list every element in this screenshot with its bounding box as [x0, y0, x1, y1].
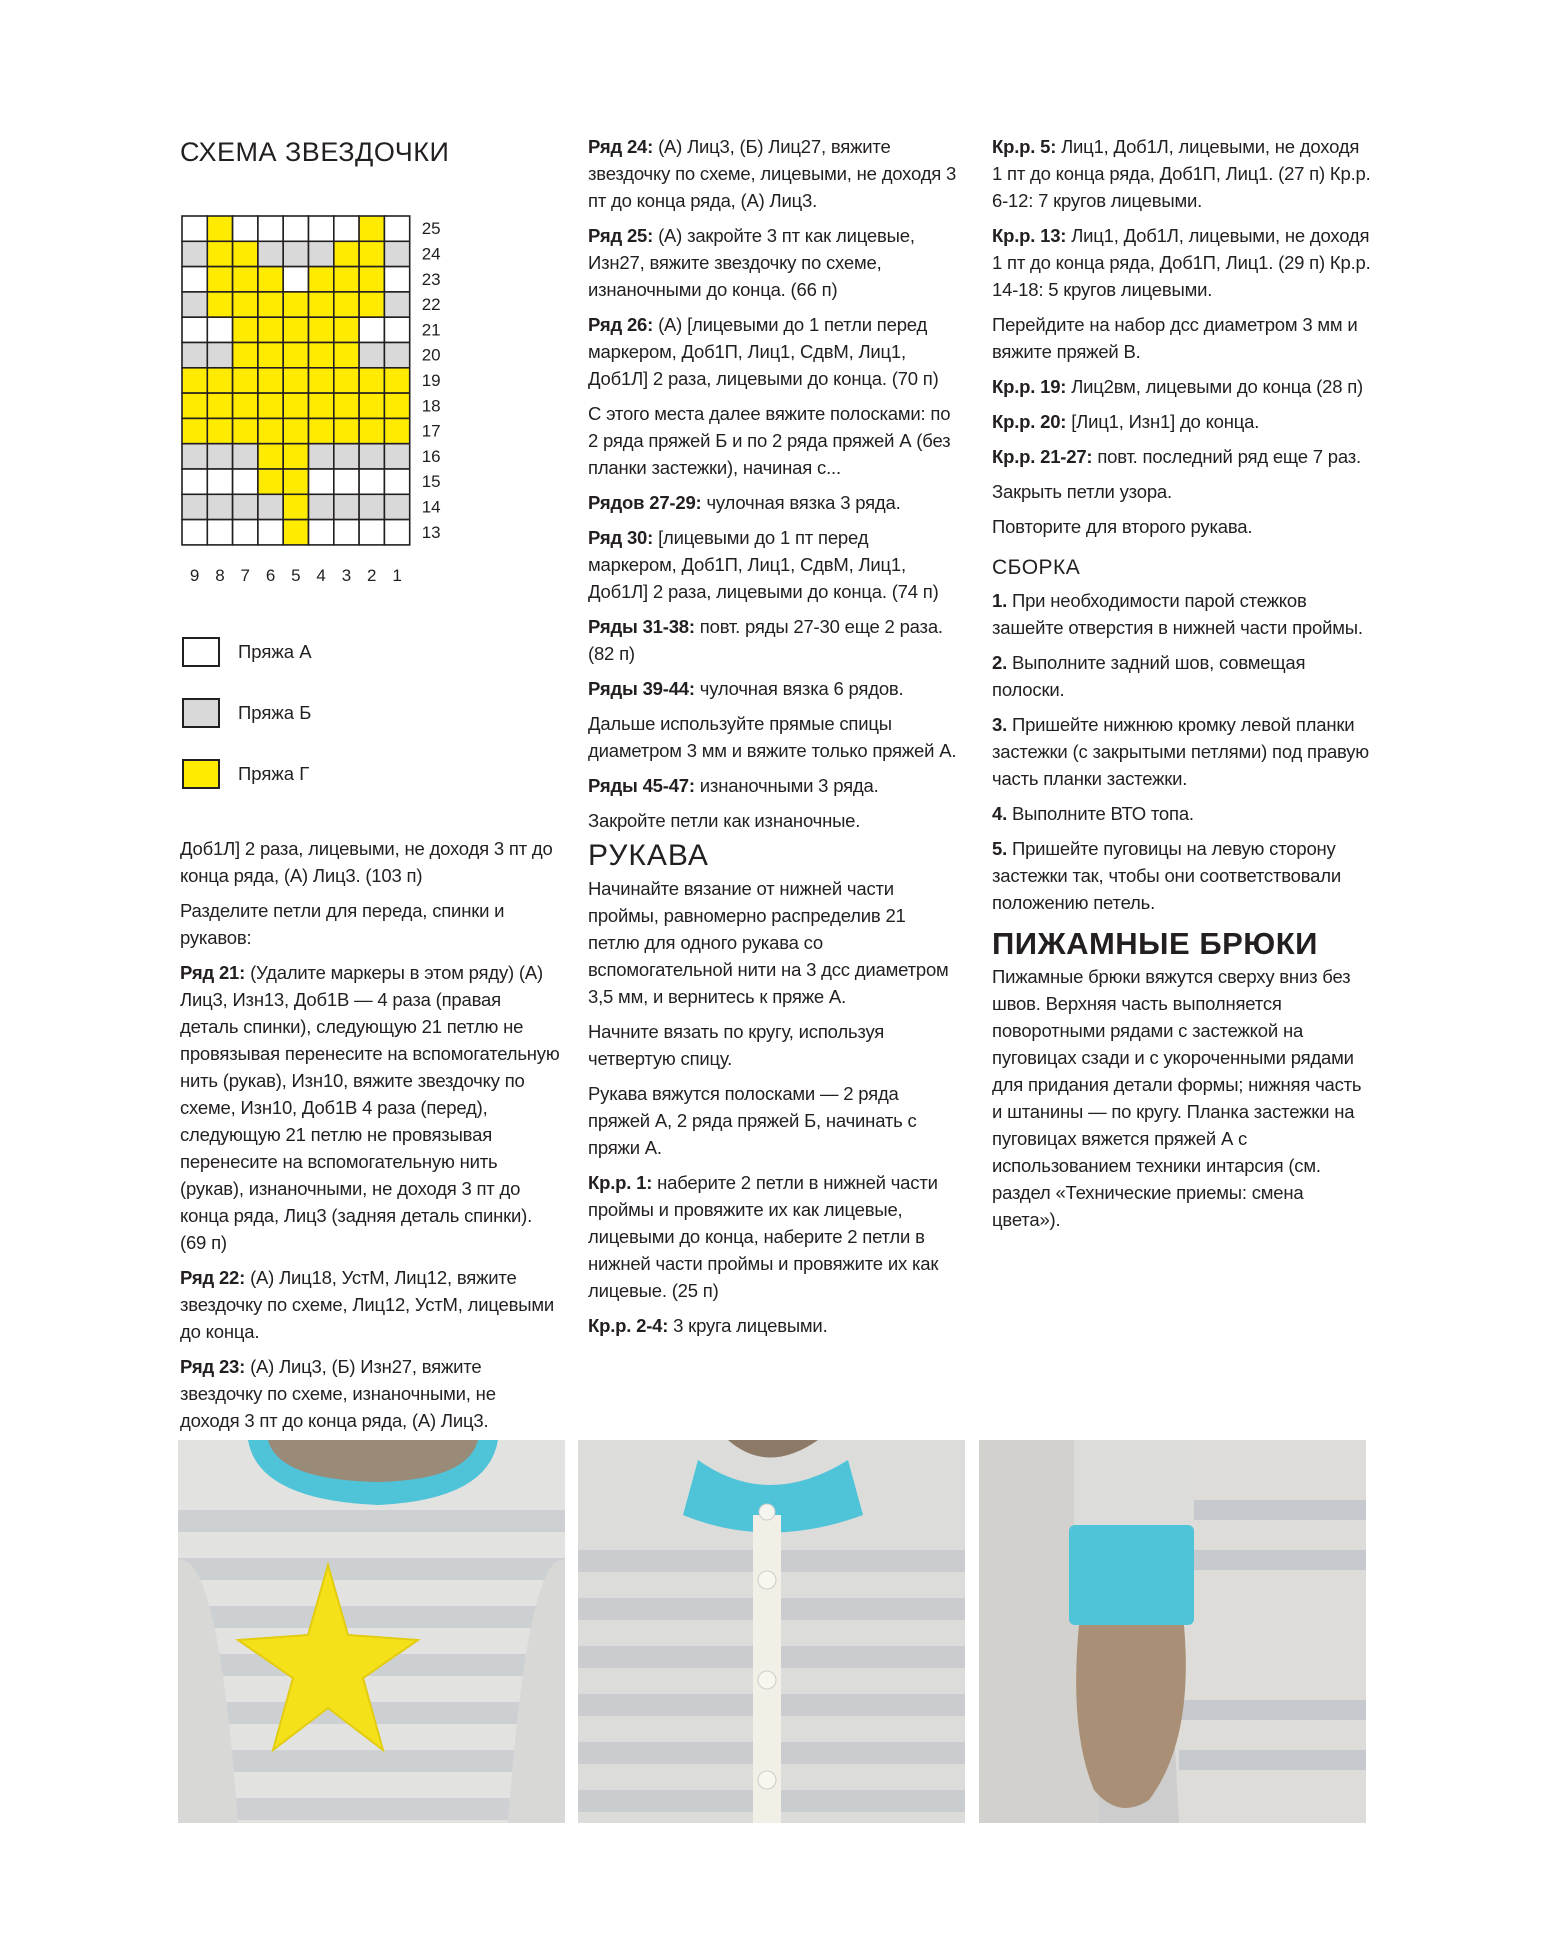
- paragraph-text: 3 круга лицевыми.: [668, 1315, 828, 1336]
- chart-cell: [233, 469, 258, 494]
- paragraph-text: повт. последний ряд еще 7 раз.: [1092, 446, 1361, 467]
- paragraph-text: Пришейте нижнюю кромку левой планки застежки (с закрытыми петлями) под правую часть планки застежки.: [992, 714, 1369, 789]
- paragraph-text: Пижамные брюки вяжутся сверху вниз без швов. Верхняя часть выполняется поворотными рядами с застежкой на пуговицах сзади и с укороченными рядами для придания детали формы; нижняя часть и штанины — по кругу. Планка застежки на пуговицах вяжется пряжей А с использованием техники интарсия (см. раздел «Технические приемы: смена цвета»).: [992, 966, 1362, 1230]
- chart-cell: [207, 241, 232, 266]
- paragraph-lead: Рядов 27-29:: [588, 492, 702, 513]
- chart-cell: [384, 267, 409, 292]
- chart-cell: [334, 267, 359, 292]
- chart-cell: [359, 418, 384, 443]
- paragraph-text: При необходимости парой стежков зашейте отверстия в нижней части проймы.: [992, 590, 1363, 638]
- chart-cell: [233, 444, 258, 469]
- chart-cell: [309, 292, 334, 317]
- chart-cell: [182, 368, 207, 393]
- chart-cell: [182, 343, 207, 368]
- paragraph: [992, 800, 1372, 827]
- chart-cell: [207, 469, 232, 494]
- chart-cell: [182, 444, 207, 469]
- paragraph-text: Дальше используйте прямые спицы диаметром 3 мм и вяжите только пряжей А.: [588, 713, 957, 761]
- paragraph-text: (А) Лиц3, (Б) Лиц27, вяжите звездочку по схеме, лицевыми, не доходя 3 пт до конца ряда, (А) Лиц3.: [588, 136, 957, 211]
- legend-label-a: Пряжа А: [238, 641, 312, 662]
- pants-heading: ПИЖАМНЫЕ БРЮКИ: [992, 926, 1318, 961]
- chart-cell: [258, 241, 283, 266]
- paragraph: [588, 1312, 958, 1339]
- paragraph-lead: Ряды 39-44:: [588, 678, 695, 699]
- chart-cell: [258, 520, 283, 545]
- chart-cell: [359, 368, 384, 393]
- chart-col-label: 3: [341, 565, 352, 585]
- paragraph-lead: Ряд 24:: [588, 136, 654, 157]
- chart-cell: [207, 393, 232, 418]
- paragraph: [588, 489, 958, 516]
- chart-col-label: 9: [189, 565, 200, 585]
- chart-cell: [258, 469, 283, 494]
- paragraph-lead: Ряды 31-38:: [588, 616, 695, 637]
- chart-col-label: 6: [265, 565, 276, 585]
- chart-cell: [258, 267, 283, 292]
- chart-cell: [309, 317, 334, 342]
- paragraph: [588, 1080, 958, 1161]
- chart-cell: [258, 418, 283, 443]
- paragraph-text: [лицевыми до 1 пт перед маркером, Доб1П, Лиц1, СдвМ, Лиц1, Доб1Л] 2 раза, лицевыми до конца. (74 п): [588, 527, 939, 602]
- chart-cell: [207, 494, 232, 519]
- paragraph-lead: Кр.р. 1:: [588, 1172, 653, 1193]
- chart-cell: [283, 520, 308, 545]
- paragraph: [992, 222, 1372, 303]
- paragraph-lead: Ряды 45-47:: [588, 775, 695, 796]
- paragraph: [992, 443, 1372, 470]
- chart-cell: [283, 469, 308, 494]
- paragraph-text: чулочная вязка 6 рядов.: [694, 678, 904, 699]
- paragraph-lead: Кр.р. 13:: [992, 225, 1067, 246]
- chart-cell: [258, 216, 283, 241]
- paragraph-lead: 4.: [992, 803, 1008, 824]
- star-chart: [180, 214, 520, 604]
- paragraph-text: чулочная вязка 3 ряда.: [701, 492, 901, 513]
- paragraph-lead: 1.: [992, 590, 1008, 611]
- chart-cell: [182, 241, 207, 266]
- chart-cell: [233, 368, 258, 393]
- paragraph: [992, 513, 1372, 540]
- paragraph: [180, 959, 560, 1256]
- chart-cell: [283, 241, 308, 266]
- paragraph: [588, 311, 958, 392]
- column-3: [992, 133, 1372, 1241]
- chart-cell: [207, 317, 232, 342]
- paragraph: [588, 710, 958, 764]
- paragraph: [992, 373, 1372, 400]
- paragraph-text: Рукава вяжутся полосками — 2 ряда пряжей А, 2 ряда пряжей Б, начинать с пряжи А.: [588, 1083, 917, 1158]
- sleeves-heading: РУКАВА: [588, 839, 709, 872]
- legend-swatch-g: [182, 759, 220, 789]
- chart-cell: [309, 343, 334, 368]
- paragraph-text: С этого места далее вяжите полосками: по 2 ряда пряжей Б и по 2 ряда пряжей А (без планки застежки), начиная с...: [588, 403, 951, 478]
- paragraph-lead: Кр.р. 5:: [992, 136, 1057, 157]
- chart-cell: [207, 520, 232, 545]
- chart-cell: [182, 267, 207, 292]
- chart-col-label: 7: [240, 565, 250, 585]
- chart-cell: [334, 469, 359, 494]
- chart-cell: [359, 469, 384, 494]
- paragraph: [588, 1018, 958, 1072]
- chart-cell: [384, 368, 409, 393]
- paragraph-text: наберите 2 петли в нижней части проймы и провяжите их как лицевые, лицевыми до конца, наберите 2 петли в нижней части проймы и провяжите их как лицевые. (25 п): [588, 1172, 939, 1301]
- chart-cell: [359, 343, 384, 368]
- chart-cell: [207, 267, 232, 292]
- chart-cell: [359, 494, 384, 519]
- photo-sweater-front: [178, 1440, 565, 1823]
- paragraph-lead: Кр.р. 19:: [992, 376, 1067, 397]
- chart-cell: [207, 343, 232, 368]
- chart-cell: [309, 267, 334, 292]
- chart-col-label: 1: [392, 565, 402, 585]
- chart-cell: [384, 520, 409, 545]
- chart-cell: [233, 241, 258, 266]
- paragraph: [180, 897, 560, 951]
- chart-cell: [359, 267, 384, 292]
- legend-item-g: [182, 759, 309, 789]
- chart-cell: [258, 368, 283, 393]
- chart-cell: [384, 418, 409, 443]
- paragraph: [588, 613, 958, 667]
- chart-cell: [309, 418, 334, 443]
- chart-cell: [359, 292, 384, 317]
- chart-cell: [283, 267, 308, 292]
- paragraph: [992, 408, 1372, 435]
- chart-cell: [334, 418, 359, 443]
- chart-cell: [233, 393, 258, 418]
- chart-cell: [283, 292, 308, 317]
- chart-cell: [182, 494, 207, 519]
- chart-cell: [359, 317, 384, 342]
- paragraph-text: (А) закройте 3 пт как лицевые, Изн27, вяжите звездочку по схеме, изнаночными до конца. (66 п): [588, 225, 915, 300]
- paragraph: [588, 675, 958, 702]
- paragraph-lead: 2.: [992, 652, 1008, 673]
- chart-cell: [359, 241, 384, 266]
- chart-cell: [283, 368, 308, 393]
- chart-cell: [182, 469, 207, 494]
- chart-cell: [182, 418, 207, 443]
- chart-cell: [384, 317, 409, 342]
- chart-cell: [283, 393, 308, 418]
- paragraph: [992, 835, 1372, 916]
- sweater-front-image: [178, 1440, 565, 1823]
- chart-cell: [309, 469, 334, 494]
- sweater-back-image: [578, 1440, 965, 1823]
- chart-row-label: 23: [421, 269, 441, 289]
- column-2: [588, 133, 958, 1347]
- chart-cell: [384, 469, 409, 494]
- chart-title: СХЕМА ЗВЕЗДОЧКИ: [180, 137, 450, 167]
- paragraph-text: [Лиц1, Изн1] до конца.: [1066, 411, 1260, 432]
- legend-item-a: [182, 637, 312, 667]
- paragraph-text: Лиц1, Доб1Л, лицевыми, не доходя 1 пт до конца ряда, Доб1П, Лиц1. (29 п) Кр.р. 14-18: 5 кругов лицевыми.: [992, 225, 1371, 300]
- chart-row-label: 20: [421, 345, 441, 365]
- chart-cell: [334, 494, 359, 519]
- paragraph-text: Перейдите на набор дсс диаметром 3 мм и вяжите пряжей В.: [992, 314, 1358, 362]
- chart-cell: [384, 343, 409, 368]
- paragraph: [992, 963, 1372, 1233]
- paragraph-text: Начните вязать по кругу, используя четвертую спицу.: [588, 1021, 885, 1069]
- paragraph: [588, 524, 958, 605]
- chart-cell: [309, 444, 334, 469]
- paragraph-text: повт. ряды 27-30 еще 2 раза. (82 п): [588, 616, 943, 664]
- chart-row-label: 13: [421, 522, 441, 542]
- chart-cell: [207, 444, 232, 469]
- assembly-heading: СБОРКА: [992, 556, 1081, 579]
- legend-swatch-a: [182, 637, 220, 667]
- chart-col-label: 2: [367, 565, 377, 585]
- chart-cell: [283, 317, 308, 342]
- chart-cell: [283, 494, 308, 519]
- chart-cell: [233, 343, 258, 368]
- chart-cell: [384, 241, 409, 266]
- chart-cell: [334, 317, 359, 342]
- chart-row-label: 17: [421, 421, 441, 441]
- chart-cell: [233, 520, 258, 545]
- paragraph-text: (А) [лицевыми до 1 петли перед маркером, Доб1П, Лиц1, СдвМ, Лиц1, Доб1Л] 2 раза, лицевыми до конца. (70 п): [588, 314, 939, 389]
- chart-col-label: 5: [291, 565, 301, 585]
- chart-row-label: 16: [421, 446, 441, 466]
- paragraph: [992, 649, 1372, 703]
- chart-cell: [359, 444, 384, 469]
- chart-cell: [359, 393, 384, 418]
- chart-cell: [233, 317, 258, 342]
- paragraph: [180, 835, 560, 889]
- chart-cell: [182, 292, 207, 317]
- paragraph-lead: Ряд 25:: [588, 225, 654, 246]
- chart-cell: [207, 368, 232, 393]
- chart-cell: [207, 292, 232, 317]
- paragraph-lead: 5.: [992, 838, 1008, 859]
- chart-cell: [384, 292, 409, 317]
- chart-cell: [182, 520, 207, 545]
- paragraph-lead: Кр.р. 20:: [992, 411, 1067, 432]
- paragraph-text: Закройте петли как изнаночные.: [588, 810, 861, 831]
- chart-cell: [309, 241, 334, 266]
- chart-cell: [233, 216, 258, 241]
- chart-cell: [334, 343, 359, 368]
- paragraph: [588, 807, 958, 834]
- paragraph-text: (Удалите маркеры в этом ряду) (А) Лиц3, Изн13, Доб1В — 4 раза (правая деталь спинки), следующую 21 петлю не провязывая перенесите на вспомогательную нить (рукав), Изн10, вяжите звездочку по схеме, Изн10, Доб1В 4 раза (перед), следующую 21 петлю не провязывая перенесите на вспомогательную нить (рукав), изнаночными, не доходя 3 пт до конца ряда, Лиц3 (задняя деталь спинки). (69 п): [180, 962, 560, 1253]
- paragraph: [180, 1264, 560, 1345]
- paragraph-lead: Ряд 30:: [588, 527, 654, 548]
- chart-cell: [258, 393, 283, 418]
- paragraph: [588, 222, 958, 303]
- chart-cell: [309, 393, 334, 418]
- chart-cell: [182, 216, 207, 241]
- paragraph-text: (А) Лиц18, УстМ, Лиц12, вяжите звездочку по схеме, Лиц12, УстМ, лицевыми до конца.: [180, 1267, 555, 1342]
- chart-cell: [359, 520, 384, 545]
- photo-sweater-back: [578, 1440, 965, 1823]
- paragraph-text: Лиц2вм, лицевыми до конца (28 п): [1066, 376, 1364, 397]
- chart-row-label: 21: [421, 320, 441, 340]
- legend-swatch-b: [182, 698, 220, 728]
- chart-row-label: 18: [421, 396, 441, 416]
- paragraph: [992, 478, 1372, 505]
- chart-cell: [283, 418, 308, 443]
- chart-cell: [258, 292, 283, 317]
- column-1: [180, 835, 560, 1442]
- chart-cell: [309, 216, 334, 241]
- chart-cell: [233, 418, 258, 443]
- chart-cell: [359, 216, 384, 241]
- chart-cell: [258, 317, 283, 342]
- legend-label-g: Пряжа Г: [238, 763, 310, 784]
- paragraph: [588, 875, 958, 1010]
- chart-cell: [384, 393, 409, 418]
- paragraph-lead: Ряд 26:: [588, 314, 654, 335]
- chart-cell: [334, 292, 359, 317]
- paragraph-text: Лиц1, Доб1Л, лицевыми, не доходя 1 пт до конца ряда, Доб1П, Лиц1. (27 п) Кр.р. 6-12: 7 кругов лицевыми.: [992, 136, 1371, 211]
- chart-cell: [283, 444, 308, 469]
- paragraph-text: Выполните ВТО топа.: [1007, 803, 1194, 824]
- chart-cell: [334, 216, 359, 241]
- paragraph: [992, 133, 1372, 214]
- chart-cell: [334, 368, 359, 393]
- paragraph: [588, 1169, 958, 1304]
- paragraph-text: (А) Лиц3, (Б) Изн27, вяжите звездочку по схеме, изнаночными, не доходя 3 пт до конца ряда, (А) Лиц3.: [180, 1356, 496, 1431]
- chart-cell: [384, 216, 409, 241]
- paragraph-lead: Ряд 23:: [180, 1356, 246, 1377]
- chart-cell: [207, 216, 232, 241]
- chart-row-label: 19: [421, 371, 441, 391]
- paragraph-lead: Ряд 22:: [180, 1267, 246, 1288]
- paragraph-text: Начинайте вязание от нижней части проймы, равномерно распределив 21 петлю для одного рукава со вспомогательной нити на 3 дсс диаметром 3,5 мм, и вернитесь к пряже А.: [588, 878, 949, 1007]
- sleeve-cuff-image: [979, 1440, 1366, 1823]
- chart-row-label: 24: [421, 244, 441, 264]
- paragraph-text: Доб1Л] 2 раза, лицевыми, не доходя 3 пт до конца ряда, (А) Лиц3. (103 п): [180, 838, 553, 886]
- paragraph-text: Пришейте пуговицы на левую сторону застежки так, чтобы они соответствовали положению петель.: [992, 838, 1341, 913]
- chart-cell: [233, 494, 258, 519]
- chart-row-label: 15: [421, 472, 441, 492]
- chart-cell: [334, 393, 359, 418]
- chart-cell: [258, 494, 283, 519]
- chart-col-label: 8: [215, 565, 225, 585]
- chart-cell: [258, 444, 283, 469]
- chart-cell: [309, 520, 334, 545]
- paragraph: [588, 400, 958, 481]
- paragraph: [992, 587, 1372, 641]
- paragraph-text: Выполните задний шов, совмещая полоски.: [992, 652, 1306, 700]
- paragraph-text: Разделите петли для переда, спинки и рукавов:: [180, 900, 505, 948]
- paragraph-text: Повторите для второго рукава.: [992, 516, 1253, 537]
- chart-row-label: 14: [421, 497, 441, 517]
- chart-cell: [384, 494, 409, 519]
- chart-cell: [309, 368, 334, 393]
- chart-cell: [334, 444, 359, 469]
- paragraph: [992, 311, 1372, 365]
- paragraph-lead: 3.: [992, 714, 1008, 735]
- photo-sleeve-cuff: [979, 1440, 1366, 1823]
- chart-cell: [207, 418, 232, 443]
- chart-cell: [334, 241, 359, 266]
- chart-row-label: 25: [421, 219, 441, 239]
- chart-row-label: 22: [421, 295, 441, 315]
- paragraph: [180, 1353, 560, 1434]
- chart-cell: [233, 267, 258, 292]
- chart-cell: [334, 520, 359, 545]
- chart-cell: [283, 216, 308, 241]
- legend-item-b: [182, 698, 311, 728]
- paragraph-lead: Кр.р. 21-27:: [992, 446, 1093, 467]
- chart-cell: [258, 343, 283, 368]
- paragraph-lead: Кр.р. 2-4:: [588, 1315, 669, 1336]
- paragraph-text: изнаночными 3 ряда.: [694, 775, 879, 796]
- paragraph: [992, 711, 1372, 792]
- chart-cell: [182, 317, 207, 342]
- chart-cell: [233, 292, 258, 317]
- chart-cell: [309, 494, 334, 519]
- paragraph-text: Закрыть петли узора.: [992, 481, 1172, 502]
- paragraph: [588, 772, 958, 799]
- legend-label-b: Пряжа Б: [238, 702, 312, 723]
- chart-cell: [283, 343, 308, 368]
- paragraph: [588, 133, 958, 214]
- chart-cell: [384, 444, 409, 469]
- chart-cell: [182, 393, 207, 418]
- paragraph-lead: Ряд 21:: [180, 962, 246, 983]
- chart-col-label: 4: [316, 565, 326, 585]
